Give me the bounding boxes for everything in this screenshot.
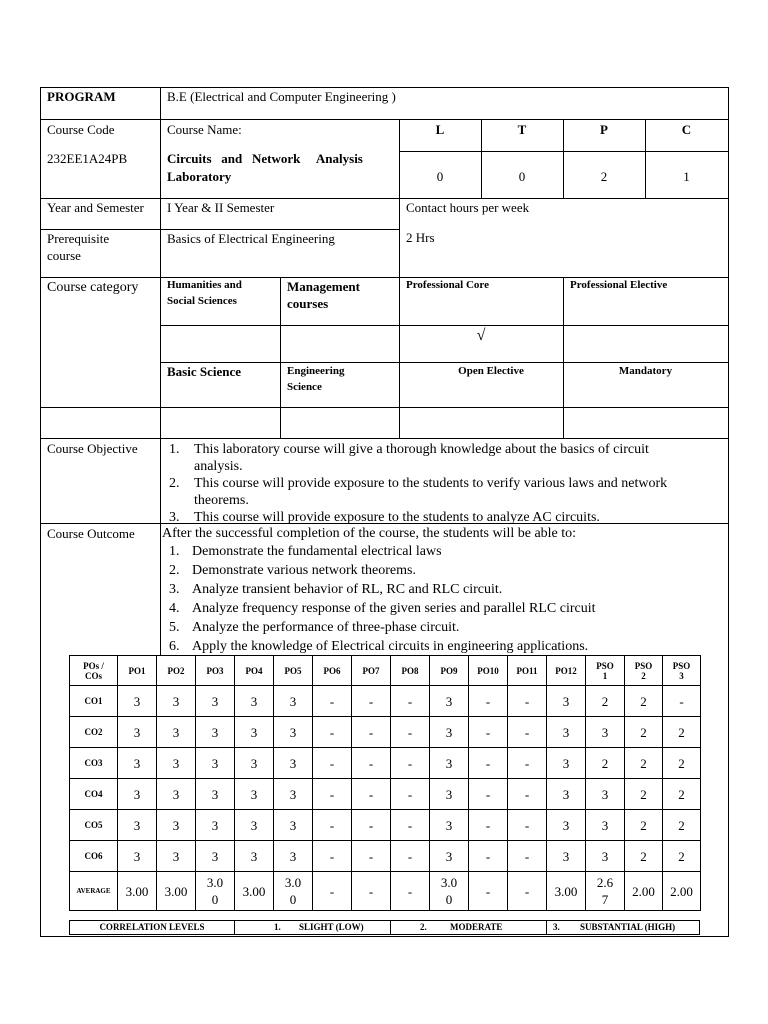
program-label: PROGRAM — [47, 89, 116, 104]
category-management-line1: Management — [287, 279, 360, 294]
mapping-cell: 3 — [235, 748, 274, 779]
po-header: PO9 — [430, 656, 469, 686]
outcome-item: 4. Analyze frequency response of the given series and parallel RLC circuit — [169, 601, 596, 616]
category-mandatory: Mandatory — [618, 365, 673, 377]
outcome-item: 1. Demonstrate the fundamental electrical laws — [169, 544, 442, 559]
contact-hours-value: 2 Hrs — [406, 230, 435, 245]
mapping-cell: 3 — [196, 810, 235, 841]
category-basic-science: Basic Science — [167, 364, 242, 379]
course-outcome-label: Course Outcome — [47, 526, 135, 541]
co-label: CO5 — [70, 810, 118, 841]
mapping-cell: - — [313, 841, 352, 872]
mapping-cell: 3 — [586, 779, 625, 810]
ltpc-header-p: P — [600, 122, 608, 137]
mapping-cell: - — [391, 810, 430, 841]
mapping-cell: - — [313, 686, 352, 717]
mapping-cell: 3 — [157, 748, 196, 779]
year-label: Year and Semester — [47, 200, 144, 215]
mapping-cell: - — [352, 686, 391, 717]
table-corner-cell: POs / COs — [70, 656, 118, 686]
prerequisite-label-line2: course — [47, 248, 81, 263]
mapping-cell: 3 — [157, 686, 196, 717]
average-cell: - — [469, 872, 508, 911]
mapping-cell: - — [352, 810, 391, 841]
co-po-mapping-table — [69, 655, 701, 911]
mapping-cell: 3 — [547, 810, 586, 841]
mapping-cell: - — [508, 779, 547, 810]
po-header: PO3 — [196, 656, 235, 686]
mapping-cell: 2 — [625, 841, 663, 872]
correlation-level-num: 2. — [420, 922, 427, 932]
mapping-cell: 3 — [157, 810, 196, 841]
course-code-label: Course Code — [47, 122, 115, 137]
mapping-cell: 3 — [235, 779, 274, 810]
mapping-cell: 3 — [157, 717, 196, 748]
mapping-cell: 2 — [625, 779, 663, 810]
table-row — [70, 841, 701, 872]
mapping-cell: - — [391, 717, 430, 748]
check-mark-icon: √ — [476, 327, 486, 344]
mapping-cell: 3 — [274, 717, 313, 748]
mapping-cell: 3 — [430, 841, 469, 872]
po-header: PO8 — [391, 656, 430, 686]
mapping-cell: - — [508, 717, 547, 748]
mapping-cell: - — [352, 841, 391, 872]
ltpc-value-c: 1 — [683, 169, 690, 184]
course-name-line1: Circuits and Network Analysis — [167, 151, 363, 166]
average-row — [70, 872, 701, 911]
mapping-cell: - — [313, 779, 352, 810]
mapping-cell: 2 — [663, 810, 701, 841]
mapping-cell: - — [352, 717, 391, 748]
mapping-cell: 2 — [625, 686, 663, 717]
course-code-value: 232EE1A24PB — [47, 151, 128, 166]
contact-hours-label: Contact hours per week — [406, 200, 530, 215]
mapping-cell: 2 — [663, 841, 701, 872]
category-professional-core: Professional Core — [406, 279, 489, 291]
average-cell: - — [391, 872, 430, 911]
mapping-cell: 3 — [586, 810, 625, 841]
table-row — [70, 748, 701, 779]
table-row — [70, 686, 701, 717]
average-cell: 3.00 — [547, 872, 586, 911]
mapping-cell: 3 — [586, 841, 625, 872]
mapping-cell: 3 — [196, 779, 235, 810]
mapping-cell: 3 — [430, 717, 469, 748]
po-header: PO2 — [157, 656, 196, 686]
outcome-item: 6. Apply the knowledge of Electrical circuits in engineering applications. — [169, 639, 589, 654]
mapping-cell: 3 — [235, 841, 274, 872]
year-value: I Year & II Semester — [167, 200, 275, 215]
mapping-cell: 2 — [586, 686, 625, 717]
prerequisite-label-line1: Prerequisite — [47, 231, 110, 246]
mapping-cell: 3 — [235, 717, 274, 748]
category-humanities-line1: Humanities and — [167, 279, 242, 291]
average-cell: - — [508, 872, 547, 911]
mapping-cell: 2 — [663, 779, 701, 810]
mapping-cell: - — [352, 779, 391, 810]
average-cell: 3.0 0 — [196, 872, 235, 911]
outcome-intro: After the successful completion of the course, the students will be able to: — [162, 526, 577, 541]
mapping-cell: 3 — [274, 841, 313, 872]
correlation-levels-bar — [69, 920, 700, 935]
average-cell: 3.00 — [118, 872, 157, 911]
correlation-level-moderate: MODERATE — [450, 922, 503, 932]
mapping-cell: - — [663, 686, 701, 717]
correlation-level-num: 3. — [553, 922, 560, 932]
ltpc-value-l: 0 — [436, 169, 444, 184]
outcome-item: 2. Demonstrate various network theorems. — [169, 563, 416, 578]
pso-header: PSO 1 — [586, 656, 625, 686]
mapping-cell: 2 — [625, 810, 663, 841]
mapping-cell: 3 — [274, 779, 313, 810]
category-humanities-line2: Social Sciences — [167, 295, 237, 307]
category-engineering-line2: Science — [287, 381, 322, 393]
mapping-cell: - — [391, 748, 430, 779]
mapping-cell: 3 — [547, 686, 586, 717]
po-header: PO11 — [508, 656, 547, 686]
category-open-elective: Open Elective — [458, 365, 524, 377]
mapping-cell: - — [313, 810, 352, 841]
co-label: CO3 — [70, 748, 118, 779]
category-management-line2: courses — [287, 296, 329, 311]
ltpc-header-t: T — [517, 122, 527, 137]
mapping-cell: 3 — [274, 810, 313, 841]
average-label: AVERAGE — [70, 872, 118, 911]
po-header: PO10 — [469, 656, 508, 686]
mapping-cell: 3 — [118, 810, 157, 841]
outcome-item: 5. Analyze the performance of three-phase circuit. — [169, 620, 460, 635]
mapping-cell: 3 — [430, 748, 469, 779]
mapping-cell: - — [469, 686, 508, 717]
mapping-cell: 3 — [430, 779, 469, 810]
co-label: CO4 — [70, 779, 118, 810]
mapping-cell: - — [469, 717, 508, 748]
mapping-cell: - — [469, 779, 508, 810]
co-label: CO2 — [70, 717, 118, 748]
objective-list — [169, 441, 725, 526]
course-objective-label: Course Objective — [47, 441, 138, 456]
mapping-cell: 2 — [663, 748, 701, 779]
mapping-cell: 3 — [118, 841, 157, 872]
course-category-label: Course category — [47, 280, 139, 295]
average-cell: 3.00 — [235, 872, 274, 911]
mapping-cell: - — [391, 779, 430, 810]
course-name-label: Course Name: — [167, 122, 242, 137]
ltpc-header-c: C — [681, 122, 692, 137]
mapping-cell: - — [391, 841, 430, 872]
average-cell: 3.0 0 — [274, 872, 313, 911]
program-value: B.E (Electrical and Computer Engineering ) — [167, 89, 396, 104]
correlation-level-num: 1. — [274, 922, 281, 932]
mapping-cell: 3 — [118, 748, 157, 779]
category-professional-elective: Professional Elective — [570, 279, 668, 291]
mapping-cell: 3 — [118, 779, 157, 810]
mapping-cell: - — [391, 686, 430, 717]
average-cell: - — [313, 872, 352, 911]
mapping-cell: 3 — [196, 841, 235, 872]
mapping-cell: 3 — [274, 748, 313, 779]
correlation-level-substantial: SUBSTANTIAL (HIGH) — [580, 922, 676, 932]
mapping-cell: 3 — [547, 841, 586, 872]
mapping-cell: 2 — [663, 717, 701, 748]
objective-item: 3. This course will provide exposure to the students to analyze AC circuits. — [169, 510, 600, 525]
po-header: PO1 — [118, 656, 157, 686]
mapping-cell: 2 — [625, 717, 663, 748]
mapping-cell: 3 — [196, 748, 235, 779]
pso-header: PSO 3 — [663, 656, 701, 686]
po-header: PO6 — [313, 656, 352, 686]
outcome-list — [169, 542, 725, 656]
objective-item: 2. This course will provide exposure to the students to verify various laws and network theorems. — [169, 476, 668, 508]
table-row — [70, 717, 701, 748]
mapping-cell: 3 — [430, 810, 469, 841]
mapping-cell: - — [469, 841, 508, 872]
course-name-line2: Laboratory — [167, 169, 232, 184]
category-engineering-line1: Engineering — [287, 365, 345, 377]
mapping-cell: - — [313, 748, 352, 779]
pso-header: PSO 2 — [625, 656, 663, 686]
mapping-cell: - — [508, 810, 547, 841]
po-header: PO7 — [352, 656, 391, 686]
mapping-cell: - — [352, 748, 391, 779]
mapping-cell: - — [508, 748, 547, 779]
outcome-item: 3. Analyze transient behavior of RL, RC and RLC circuit. — [169, 582, 503, 597]
mapping-cell: 3 — [274, 686, 313, 717]
mapping-cell: 3 — [157, 779, 196, 810]
mapping-cell: 3 — [235, 810, 274, 841]
po-header: PO5 — [274, 656, 313, 686]
co-label: CO1 — [70, 686, 118, 717]
correlation-level-slight: SLIGHT (LOW) — [299, 922, 364, 932]
mapping-cell: 3 — [547, 748, 586, 779]
mapping-cell: - — [508, 686, 547, 717]
mapping-cell: - — [469, 748, 508, 779]
mapping-cell: 3 — [430, 686, 469, 717]
mapping-cell: 3 — [118, 686, 157, 717]
mapping-cell: 3 — [235, 686, 274, 717]
po-header: PO12 — [547, 656, 586, 686]
ltpc-value-p: 2 — [600, 169, 608, 184]
mapping-cell: 3 — [157, 841, 196, 872]
correlation-label: CORRELATION LEVELS — [99, 922, 205, 932]
average-cell: 2.00 — [663, 872, 701, 911]
mapping-cell: 3 — [118, 717, 157, 748]
mapping-cell: - — [313, 717, 352, 748]
ltpc-value-t: 0 — [518, 169, 526, 184]
average-cell: 3.00 — [157, 872, 196, 911]
mapping-cell: 3 — [547, 779, 586, 810]
ltpc-header-l: L — [435, 122, 445, 137]
mapping-cell: - — [469, 810, 508, 841]
average-cell: 3.0 0 — [430, 872, 469, 911]
table-header-row — [70, 656, 701, 686]
average-cell: - — [352, 872, 391, 911]
mapping-cell: 3 — [586, 717, 625, 748]
table-row — [70, 779, 701, 810]
average-cell: 2.6 7 — [586, 872, 625, 911]
mapping-cell: 3 — [196, 686, 235, 717]
table-row — [70, 810, 701, 841]
objective-item: 1. This laboratory course will give a thorough knowledge about the basics of circuit analysis. — [169, 442, 649, 474]
co-label: CO6 — [70, 841, 118, 872]
mapping-cell: - — [508, 841, 547, 872]
mapping-cell: 3 — [547, 717, 586, 748]
po-header: PO4 — [235, 656, 274, 686]
prerequisite-value: Basics of Electrical Engineering — [167, 231, 335, 246]
mapping-cell: 2 — [586, 748, 625, 779]
average-cell: 2.00 — [625, 872, 663, 911]
mapping-cell: 2 — [625, 748, 663, 779]
mapping-cell: 3 — [196, 717, 235, 748]
